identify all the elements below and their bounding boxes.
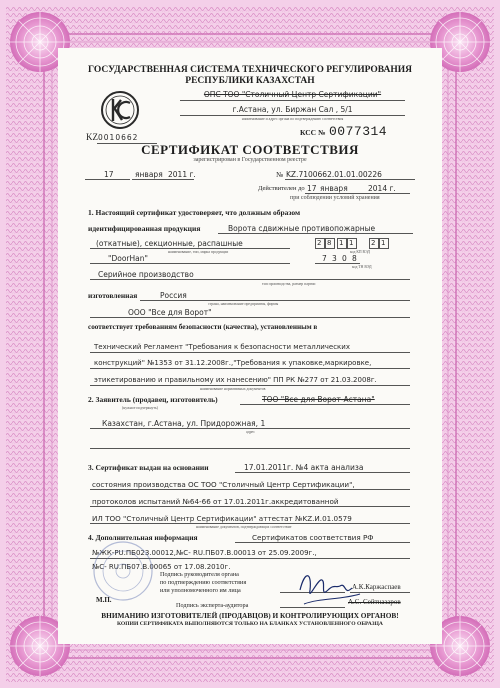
rule bbox=[90, 385, 410, 386]
issue-month: января bbox=[135, 170, 163, 179]
additional-info-line-3: №С- RU.ПБ07.В.00065 от 17.08.2010г. bbox=[92, 563, 231, 571]
caption: тип производства, размер партии bbox=[262, 282, 316, 286]
expert-name: А.С. Сейтназаров bbox=[348, 598, 401, 606]
product-line-1: Ворота сдвижные противопожарные bbox=[228, 224, 376, 233]
manufactured-label: изготовленная bbox=[88, 291, 138, 300]
caption: наименование, тип, марка продукции bbox=[168, 250, 229, 254]
rule bbox=[180, 115, 405, 116]
rule bbox=[90, 317, 410, 318]
caption: код ТН ВЭД bbox=[352, 265, 372, 269]
rule bbox=[90, 506, 410, 507]
rule bbox=[90, 263, 290, 264]
rule bbox=[235, 542, 410, 543]
rule bbox=[132, 179, 194, 180]
rule bbox=[90, 489, 410, 490]
regulation-line-1: Технический Регламент "Требования к безопасности металлических bbox=[94, 343, 350, 351]
certifying-body-name: ОПС ТОО "Столичный Центр Сертификации" bbox=[203, 90, 382, 99]
rule bbox=[180, 100, 405, 101]
regulation-line-3: этикетированию и правильному их нанесению" ПП РК №277 от 21.03.2008г. bbox=[94, 376, 377, 384]
code-digit: 1 bbox=[349, 239, 354, 247]
applicant-address: Казахстан, г.Астана, ул. Придорожная, 1 bbox=[102, 419, 266, 428]
product-label: идентифицированная продукция bbox=[88, 224, 201, 233]
rule bbox=[90, 523, 410, 524]
code-digit: 8 bbox=[327, 239, 332, 247]
code-digit: 8 bbox=[352, 254, 357, 263]
caption: наименование нормативных документов bbox=[200, 387, 266, 391]
regulation-line-2: конструкций" №1353 от 31.12.2008г.,"Требования к упаковке,маркировке, bbox=[94, 359, 372, 367]
caption: наименование и адрес органа по подтверждению соответствия bbox=[241, 117, 344, 121]
code-digit: 3 bbox=[332, 254, 337, 263]
round-seal-stamp-icon bbox=[92, 540, 154, 602]
expert-signature-label: Подпись эксперта-аудитора bbox=[176, 602, 249, 609]
caption: код КП ВЭД bbox=[350, 250, 370, 254]
manufacturer-name: ООО "Все для Ворот" bbox=[128, 308, 212, 317]
issue-year: 2011 г. bbox=[168, 170, 196, 179]
code-digit: 2 bbox=[371, 239, 376, 247]
valid-month: января bbox=[320, 184, 348, 193]
rule bbox=[90, 352, 410, 353]
cert-number-label: № bbox=[276, 170, 284, 179]
footer-warning-line-1: ВНИМАНИЮ ИЗГОТОВИТЕЛЕЙ (ПРОДАВЦОВ) И КОНТРОЛИРУЮЩИХ ОРГАНОВ! bbox=[101, 611, 399, 620]
footer-warning-line-2: КОПИИ СЕРТИФИКАТА ВЫПОЛНЯЮТСЯ ТОЛЬКО НА БЛАНКАХ УСТАНОВЛЕННОГО ОБРАЗЦА bbox=[117, 621, 383, 627]
rule bbox=[90, 279, 410, 280]
valid-until-label: Действителен до bbox=[258, 185, 305, 192]
handwritten-signature-icon bbox=[290, 560, 370, 610]
rule bbox=[90, 248, 290, 249]
additional-info-line-1: Сертификатов соответствия РФ bbox=[252, 533, 374, 542]
code-digit: 2 bbox=[317, 239, 322, 247]
head-signature-label-2: по подтверждению соответствия bbox=[160, 579, 247, 586]
header-line-2: РЕСПУБЛИКИ КАЗАХСТАН bbox=[185, 76, 315, 86]
section-4-label: 4. Дополнительная информация bbox=[88, 533, 198, 542]
basis-line-4: ИЛ ТОО "Столичный Центр Сертификации" аттестат №KZ.И.01.0579 bbox=[92, 514, 352, 523]
additional-info-line-2: №ЖК-РU.ПБ023.00012,№С- RU.ПБ07.В.00013 от 25.09.2009г., bbox=[92, 549, 317, 557]
rule bbox=[85, 179, 130, 180]
rule bbox=[218, 233, 413, 234]
caption: наименование документов, подтверждающих соответствие bbox=[196, 525, 292, 529]
basis-line-1: 17.01.2011г. №4 акта анализа bbox=[244, 463, 364, 472]
code-digit: 0 bbox=[342, 254, 347, 263]
rule bbox=[90, 448, 410, 449]
rule bbox=[90, 428, 410, 429]
certificate-title: СЕРТИФИКАТ СООТВЕТСТВИЯ bbox=[141, 142, 359, 157]
head-signature-label-3: или уполномоченного им лица bbox=[160, 587, 241, 594]
product-line-2: (откатные), секционные, распашные bbox=[96, 239, 243, 248]
caption: страна, наименование предприятия, фирмы bbox=[208, 302, 279, 306]
kcc-serial-number: 0077314 bbox=[329, 124, 388, 139]
basis-line-3: протоколов испытаний №64-66 от 17.01.2011г.аккредитованной bbox=[92, 497, 339, 506]
kz-register-number: 0010662 bbox=[98, 133, 139, 142]
rule bbox=[285, 179, 415, 180]
kz-prefix: KZ bbox=[86, 132, 98, 142]
valid-year: 2014 г. bbox=[368, 184, 396, 193]
basis-line-2: состояния производства ОС ТОО "Столичный Центр Сертификации", bbox=[92, 480, 355, 489]
brand-name: "DoorHan" bbox=[108, 254, 148, 263]
caption: (нужное подчеркнуть) bbox=[122, 406, 159, 410]
code-digit: 1 bbox=[381, 239, 386, 247]
head-signature-label-1: Подпись руководителя органа bbox=[160, 571, 239, 578]
head-name: А.К.Каржаспаев bbox=[352, 583, 401, 591]
code-digit: 1 bbox=[339, 239, 344, 247]
section-2-label: 2. Заявитель (продавец, изготовитель) bbox=[88, 395, 218, 404]
header-line-1: ГОСУДАРСТВЕННАЯ СИСТЕМА ТЕХНИЧЕСКОГО РЕГУЛИРОВАНИЯ bbox=[88, 65, 412, 75]
cert-number: KZ.7100662.01.01.00226 bbox=[286, 170, 382, 179]
rule bbox=[305, 193, 410, 194]
section-3-label: 3. Сертификат выдан на основании bbox=[88, 463, 209, 472]
applicant-name: ТОО "Все для Ворот-Астана" bbox=[262, 395, 375, 404]
stamp-placeholder: М.П. bbox=[96, 596, 112, 604]
rule bbox=[235, 472, 410, 473]
caption: адрес bbox=[246, 430, 255, 434]
valid-note: при соблюдении условий хранения bbox=[290, 195, 380, 201]
section-1-intro: 1. Настоящий сертификат удостоверяет, что должным образом bbox=[88, 208, 301, 217]
kcc-label: КСС № bbox=[300, 128, 326, 137]
issue-day: 17 bbox=[104, 170, 114, 179]
rule bbox=[315, 263, 360, 264]
country-of-origin: Россия bbox=[160, 291, 187, 300]
kz-conformity-logo-icon bbox=[100, 90, 140, 130]
registered-note: зарегистрирован в Государственном реестре bbox=[193, 157, 307, 163]
rule bbox=[240, 404, 410, 405]
certifying-body-address: г.Астана, ул. Биржан Сал , 5/1 bbox=[232, 105, 353, 114]
valid-day: 17 bbox=[307, 184, 317, 193]
production-type: Серийное производство bbox=[98, 270, 194, 279]
rule bbox=[140, 300, 410, 301]
rule bbox=[90, 368, 410, 369]
code-digit: 7 bbox=[322, 254, 327, 263]
conformity-statement: соответствует требованиям безопасности (качества), установленным в bbox=[88, 323, 318, 331]
